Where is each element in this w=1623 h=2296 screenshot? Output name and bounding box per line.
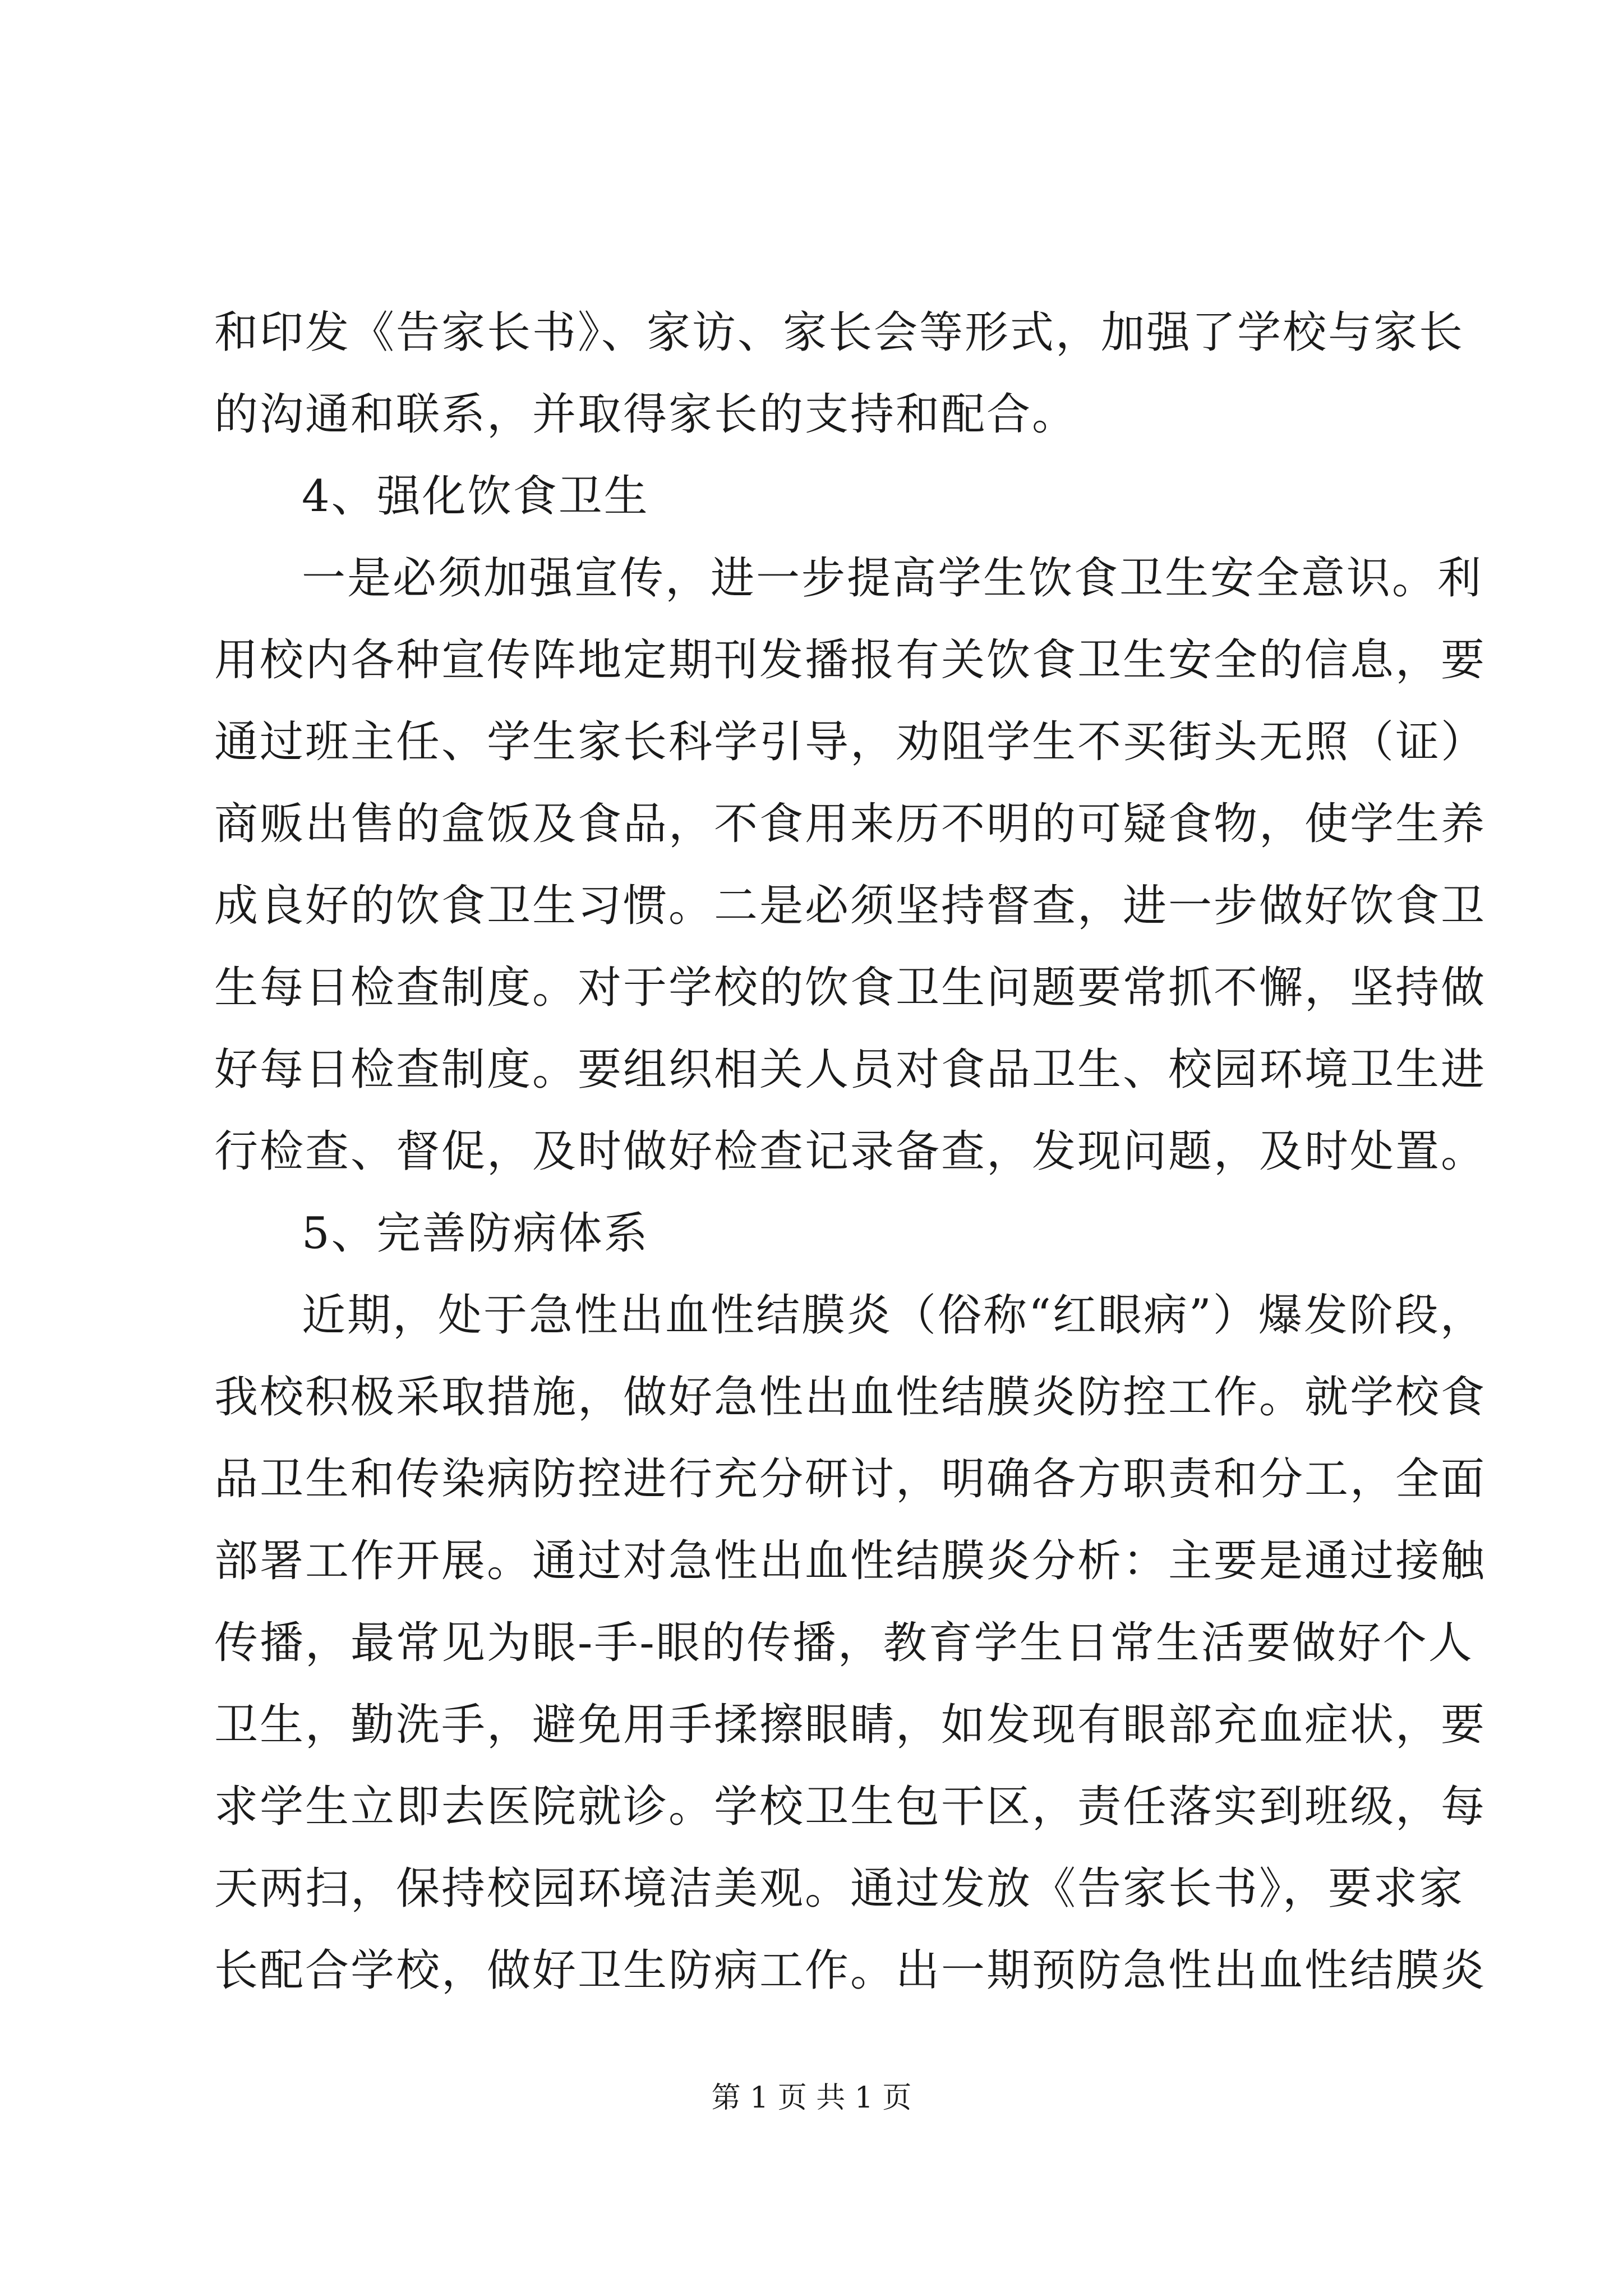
body-line: 卫生，勤洗手，避免用手揉擦眼睛，如发现有眼部充血症状，要: [214, 1700, 1487, 1750]
body-line: 传播，最常见为眼-手-眼的传播，教育学生日常生活要做好个人: [214, 1618, 1474, 1668]
body-line: 商贩出售的盒饭及食品，不食用来历不明的可疑食物，使学生养: [214, 799, 1487, 849]
body-line: 我校积极采取措施，做好急性出血性结膜炎防控工作。就学校食: [214, 1372, 1487, 1423]
section-heading-5: 5、完善防病体系: [302, 1208, 649, 1259]
body-line: 品卫生和传染病防控进行充分研讨，明确各方职责和分工，全面: [214, 1454, 1487, 1504]
body-line: 好每日检查制度。要组织相关人员对食品卫生、校园环境卫生进: [214, 1045, 1487, 1095]
body-line: 求学生立即去医院就诊。学校卫生包干区，责任落实到班级，每: [214, 1782, 1487, 1832]
body-line: 行检查、督促，及时做好检查记录备查，发现问题，及时处置。: [214, 1126, 1487, 1177]
body-line: 天两扫，保持校园环境洁美观。通过发放《告家长书》，要求家: [214, 1864, 1465, 1914]
body-line: 通过班主任、学生家长科学引导，劝阻学生不买街头无照（证）: [214, 717, 1487, 767]
body-line: 一是必须加强宣传，进一步提高学生饮食卫生安全意识。利: [302, 553, 1483, 604]
body-line: 成良好的饮食卫生习惯。二是必须坚持督查，进一步做好饮食卫: [214, 881, 1487, 931]
page-footer: 第 1 页 共 1 页: [711, 2081, 912, 2115]
body-line: 生每日检查制度。对于学校的饮食卫生问题要常抓不懈，坚持做: [214, 963, 1487, 1013]
body-line: 长配合学校，做好卫生防病工作。出一期预防急性出血性结膜炎: [214, 1945, 1487, 1996]
body-line: 近期，处于急性出血性结膜炎（俗称“红眼病”）爆发阶段，: [302, 1290, 1486, 1341]
body-line: 部署工作开展。通过对急性出血性结膜炎分析：主要是通过接触: [214, 1536, 1487, 1586]
body-line: 和印发《告家长书》、家访、家长会等形式，加强了学校与家长: [214, 307, 1465, 358]
section-heading-4: 4、强化饮食卫生: [302, 471, 649, 522]
body-line: 用校内各种宣传阵地定期刊发播报有关饮食卫生安全的信息，要: [214, 635, 1487, 685]
body-line: 的沟通和联系，并取得家长的支持和配合。: [214, 389, 1078, 440]
document-body: [214, 292, 1487, 2012]
